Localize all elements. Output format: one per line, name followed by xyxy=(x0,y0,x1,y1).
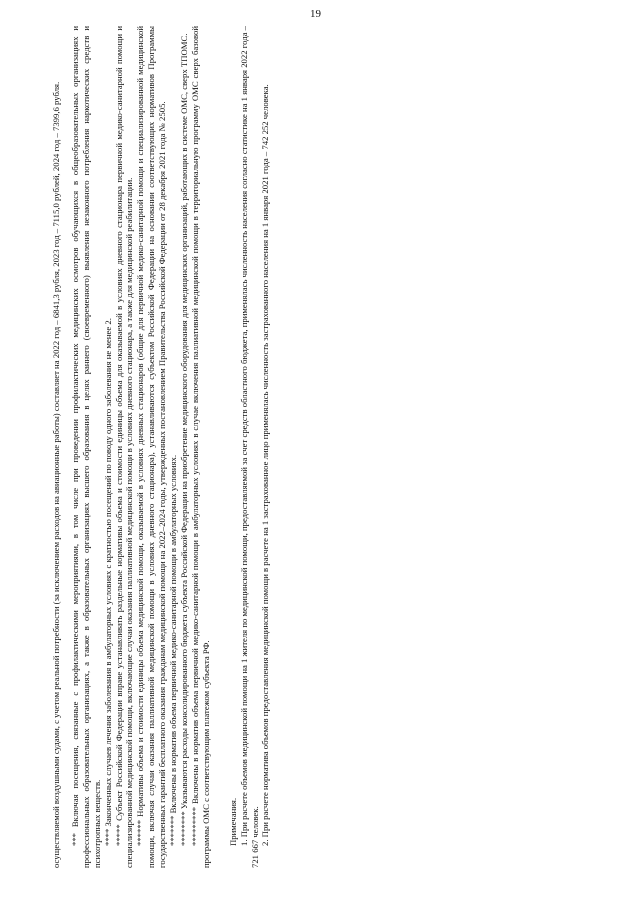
footnote-9: ********* Включены в норматив объема первичной медико-санитарной помощи в амбулаторных условиях в случае включения паллиативной медицинской помощи в территориальную программу ОМС сверх базовой программы ОМС с соответствующим платежом субъекта РФ. xyxy=(189,26,211,868)
note-2: 2. При расчете норматива объемов предоставления медицинской помощи в расчете на 1 застрахованное лицо применялась численность застрахованного населения на 1 января 2021 года – 742 252 человека. xyxy=(260,84,271,846)
document-body xyxy=(45,20,271,880)
notes-heading: Примечания. xyxy=(227,797,238,846)
note-1: 1. При расчете объемов медицинской помощи на 1 жителя по медицинской помощи, предоставляемой за счет средств областного бюджета, применялась численность населения согласно статистике на 1 января 2022 года – 721 667 человек. xyxy=(238,26,260,868)
footnote-5: ***** Субъект Российской Федерации вправе устанавливать раздельные нормативы объема и стоимости единицы объема для оказываемой в условиях дневного стационара первичной медико-санитарной помощи и специализированной медицинской помощи, включающие случаи оказания паллиативной медицинской помощи в условиях дневного стационара, а также для медицинской реабилитации. xyxy=(113,26,135,868)
footnote-3: *** Включая посещения, связанные с профилактическими мероприятиями, в том числе при проведении профилактических медицинских осмотров обучающихся в общеобразовательных организациях и профессиональных образовательных организациях, а также в образовательных организациях высшего образования в целях раннего (своевременного) выявления незаконного потребления наркотических средств и психотропных веществ. xyxy=(69,26,102,868)
footnote-6: ****** Нормативы объема и стоимости единицы объема медицинской помощи, оказываемой в условиях дневных стационаров (общие для первичной медико-санитарной помощи и специализированной медицинской помощи, включая случаи оказания паллиативной медицинской помощи в условиях дневного стационара), устанавливаются субъектом Российской Федерации на основании соответствующих нормативов Программы государственных гарантий бесплатного оказания гражданам медицинской помощи на 2022–2024 годы, утвержденных постановлением Правительства Российской Федерации от 28 декабря 2021 года № 2505. xyxy=(135,26,168,868)
footnote-air-continuation: осуществляемой воздушными судами, с учетом реальной потребности (за исключением расходов на авиационные работы) составляет на 2022 год – 6841,3 рубля, 2023 год – 7115,0 рублей, 2024 год – 7399,6 рубля. xyxy=(51,81,61,868)
footnote-8: ******** Указываются расходы консолидированного бюджета субъекта Российской Федерации на приобретение медицинского оборудования для медицинских организаций, работающих в системе ОМС, сверх ТПОМС. xyxy=(178,33,189,846)
footnote-7: ******* Включены в норматив объема первичной медико-санитарной помощи в амбулаторных условиях. xyxy=(168,454,179,846)
rotated-page-content xyxy=(45,20,605,880)
footnote-4: **** Законченных случаев лечения заболевания в амбулаторных условиях с кратностью посещений по поводу одного заболевания не менее 2. xyxy=(102,318,113,846)
page-number: 19 xyxy=(310,8,321,20)
